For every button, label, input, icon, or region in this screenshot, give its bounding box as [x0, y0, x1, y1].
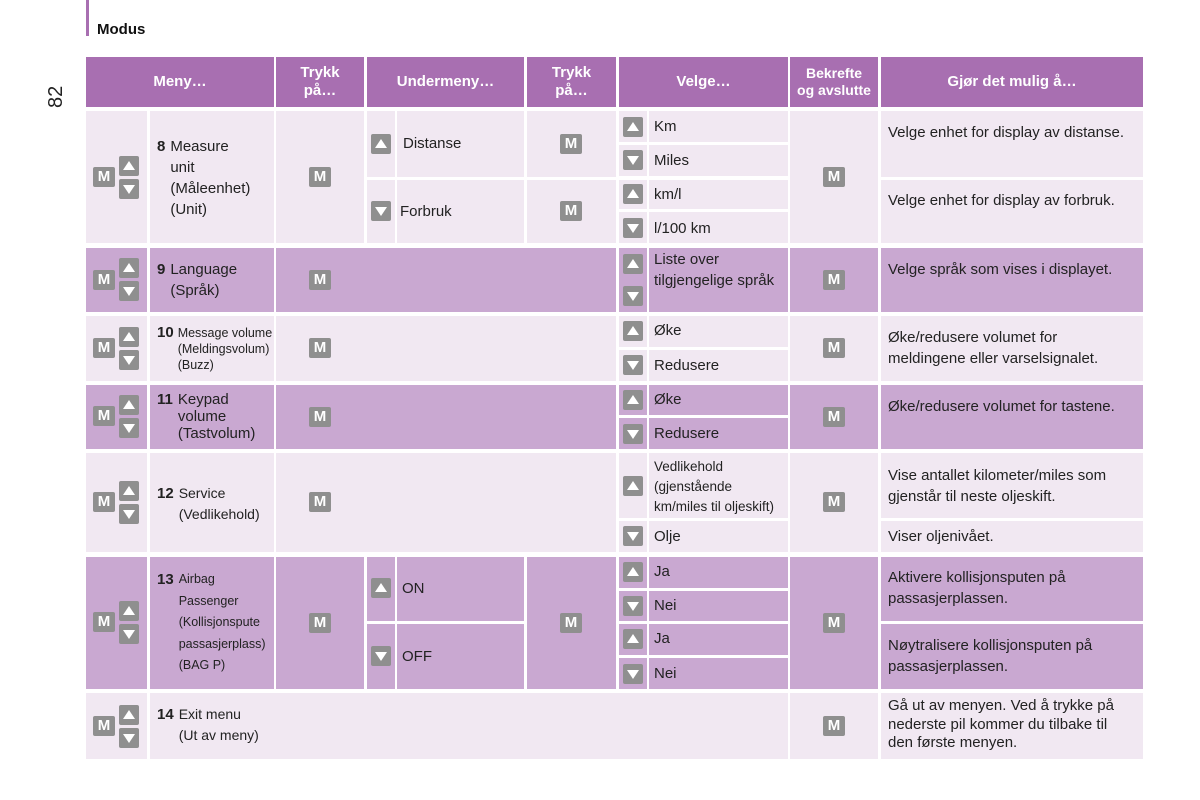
arrow-down-icon: [119, 179, 139, 199]
option-arrow-cell: [619, 624, 647, 655]
confirm-cell: [790, 248, 878, 312]
submenu-item: ON: [397, 557, 524, 621]
confirm-cell: [790, 453, 878, 552]
m-button-icon: [823, 167, 845, 187]
confirm-cell: [790, 111, 878, 243]
arrow-up-icon: [119, 601, 139, 621]
description: Nøytralisere kollisjonsputen på passasjerplassen.: [881, 624, 1143, 689]
press-cell: [276, 557, 364, 689]
press-cell: [276, 453, 616, 552]
menu-cell: [150, 453, 274, 552]
menu-label: Service (Vedlikehold): [178, 485, 260, 522]
arrow-down-icon: [119, 504, 139, 524]
option-item: Øke: [649, 385, 788, 415]
confirm-cell: [790, 385, 878, 449]
menu-cell: [150, 693, 788, 759]
m-button-icon: [560, 201, 582, 221]
submenu-arrow-cell: [367, 180, 395, 243]
arrow-up-icon: [371, 134, 391, 154]
arrow-up-icon: [623, 254, 643, 274]
press-cell: [527, 111, 616, 177]
menu-label: Measure unit (Måleenhet) (Unit): [170, 138, 251, 218]
option-item: Km: [649, 111, 788, 142]
arrow-down-icon: [119, 350, 139, 370]
arrow-down-icon: [371, 201, 391, 221]
description: Velge språk som vises i displayet.: [881, 248, 1143, 312]
description: Øke/redusere volumet for tastene.: [881, 385, 1143, 449]
header-accent-bar: [86, 0, 89, 36]
arrow-up-icon: [119, 481, 139, 501]
nav-keys-cell: [86, 248, 147, 312]
m-button-icon: [823, 270, 845, 290]
nav-keys-cell: [86, 557, 147, 689]
menu-label: Language (Språk): [170, 261, 238, 299]
option-arrow-cell: [619, 591, 647, 621]
menu-number: 10: [157, 324, 174, 341]
nav-keys-cell: [86, 111, 147, 243]
option-item: Ja: [649, 557, 788, 588]
menu-label: Message volume (Meldingsvolum) (Buzz): [177, 326, 273, 372]
option-item: l/100 km: [649, 212, 788, 243]
m-button-icon: [560, 613, 582, 633]
option-arrow-cell: [619, 248, 647, 312]
option-arrow-cell: [619, 350, 647, 381]
submenu-item: Distanse: [397, 111, 524, 177]
option-item: Miles: [649, 145, 788, 176]
arrow-up-icon: [623, 117, 643, 137]
press-cell: [527, 180, 616, 243]
col-header-submenu: Undermeny…: [367, 57, 524, 107]
confirm-cell: [790, 316, 878, 381]
option-arrow-cell: [619, 453, 647, 518]
m-button-icon: [823, 492, 845, 512]
arrow-down-icon: [119, 281, 139, 301]
option-item: Redusere: [649, 418, 788, 449]
col-header-menu: Meny…: [86, 57, 274, 107]
menu-cell: [150, 248, 274, 312]
option-item: Øke: [649, 316, 788, 347]
menu-label: Exit menu (Ut av meny): [178, 706, 259, 743]
m-button-icon: [560, 134, 582, 154]
menu-number: 12: [157, 485, 174, 502]
option-arrow-cell: [619, 316, 647, 347]
description: Øke/redusere volumet for meldingene eller varselsignalet.: [881, 316, 1143, 381]
page-title: Modus: [97, 21, 146, 38]
option-item: Redusere: [649, 350, 788, 381]
press-cell: [276, 248, 616, 312]
arrow-up-icon: [623, 562, 643, 582]
menu-cell: [150, 385, 274, 449]
arrow-down-icon: [623, 355, 643, 375]
arrow-up-icon: [623, 629, 643, 649]
m-button-icon: [93, 716, 115, 736]
col-header-enable: Gjør det mulig å…: [881, 57, 1143, 107]
menu-number: 9: [157, 261, 166, 278]
arrow-up-icon: [119, 705, 139, 725]
confirm-cell: [790, 557, 878, 689]
nav-keys-cell: [86, 316, 147, 381]
option-arrow-cell: [619, 521, 647, 552]
menu-number: 13: [157, 571, 174, 588]
arrow-up-icon: [119, 258, 139, 278]
press-cell: [276, 111, 364, 243]
option-arrow-cell: [619, 145, 647, 176]
arrow-down-icon: [623, 218, 643, 238]
description: Aktivere kollisjonsputen på passasjerplassen.: [881, 557, 1143, 621]
arrow-down-icon: [119, 728, 139, 748]
option-arrow-cell: [619, 418, 647, 449]
m-button-icon: [823, 338, 845, 358]
m-button-icon: [93, 492, 115, 512]
menu-cell: [150, 316, 274, 381]
nav-keys-cell: [86, 693, 147, 759]
menu-number: 8: [157, 138, 166, 155]
arrow-down-icon: [623, 664, 643, 684]
m-button-icon: [93, 167, 115, 187]
arrow-down-icon: [623, 424, 643, 444]
nav-keys-cell: [86, 453, 147, 552]
col-header-confirm: Bekrefte og avslutte: [790, 57, 878, 107]
option-item: km/l: [649, 180, 788, 209]
arrow-up-icon: [623, 476, 643, 496]
submenu-arrow-cell: [367, 111, 395, 177]
option-arrow-cell: [619, 212, 647, 243]
m-button-icon: [823, 407, 845, 427]
option-item: Olje: [649, 521, 788, 552]
page-number: [45, 82, 67, 112]
confirm-cell: [790, 693, 878, 759]
m-button-icon: [309, 613, 331, 633]
menu-cell: [150, 557, 274, 689]
page-number-text: 82: [45, 85, 67, 108]
press-cell: [276, 316, 616, 381]
arrow-down-icon: [623, 150, 643, 170]
m-button-icon: [823, 716, 845, 736]
m-button-icon: [309, 407, 331, 427]
arrow-down-icon: [119, 418, 139, 438]
option-item: Ja: [649, 624, 788, 655]
option-arrow-cell: [619, 557, 647, 588]
submenu-item: OFF: [397, 624, 524, 689]
arrow-up-icon: [119, 327, 139, 347]
option-item: Nei: [649, 591, 788, 621]
arrow-down-icon: [623, 526, 643, 546]
submenu-arrow-cell: [367, 557, 395, 621]
arrow-down-icon: [371, 646, 391, 666]
col-header-select: Velge…: [619, 57, 788, 107]
description: Gå ut av menyen. Ved å trykke på nederste pil kommer du tilbake til den første menyen.: [881, 693, 1143, 759]
arrow-up-icon: [371, 578, 391, 598]
m-button-icon: [309, 338, 331, 358]
menu-number: 14: [157, 706, 174, 723]
option-arrow-cell: [619, 111, 647, 142]
press-cell: [276, 385, 616, 449]
m-button-icon: [93, 270, 115, 290]
m-button-icon: [309, 167, 331, 187]
option-arrow-cell: [619, 658, 647, 689]
submenu-arrow-cell: [367, 624, 395, 689]
nav-keys-cell: [86, 385, 147, 449]
description: Velge enhet for display av distanse.: [881, 111, 1143, 177]
col-header-press: Trykk på…: [276, 57, 364, 107]
arrow-down-icon: [623, 286, 643, 306]
description: Viser oljenivået.: [881, 521, 1143, 552]
submenu-item: Forbruk: [397, 180, 524, 243]
arrow-down-icon: [119, 624, 139, 644]
menu-label: Keypad volume (Tastvolum): [177, 391, 256, 442]
col-header-press-2: Trykk på…: [527, 57, 616, 107]
arrow-up-icon: [623, 390, 643, 410]
press-cell: [527, 557, 616, 689]
option-item: Liste over tilgjengelige språk: [649, 248, 788, 312]
arrow-up-icon: [119, 156, 139, 176]
menu-label: Airbag Passenger (Kollisjonspute passasjerplass) (BAG P): [178, 572, 266, 672]
m-button-icon: [309, 270, 331, 290]
option-item: Vedlikehold (gjenstående km/miles til oljeskift): [649, 453, 788, 518]
arrow-down-icon: [623, 596, 643, 616]
description: Velge enhet for display av forbruk.: [881, 180, 1143, 243]
arrow-up-icon: [623, 321, 643, 341]
option-arrow-cell: [619, 385, 647, 415]
option-arrow-cell: [619, 180, 647, 209]
m-button-icon: [93, 406, 115, 426]
arrow-up-icon: [623, 184, 643, 204]
menu-cell: [150, 111, 274, 243]
description: Vise antallet kilometer/miles som gjenstår til neste oljeskift.: [881, 453, 1143, 518]
option-item: Nei: [649, 658, 788, 689]
m-button-icon: [93, 612, 115, 632]
arrow-up-icon: [119, 395, 139, 415]
m-button-icon: [309, 492, 331, 512]
menu-number: 11: [157, 391, 173, 408]
m-button-icon: [823, 613, 845, 633]
m-button-icon: [93, 338, 115, 358]
